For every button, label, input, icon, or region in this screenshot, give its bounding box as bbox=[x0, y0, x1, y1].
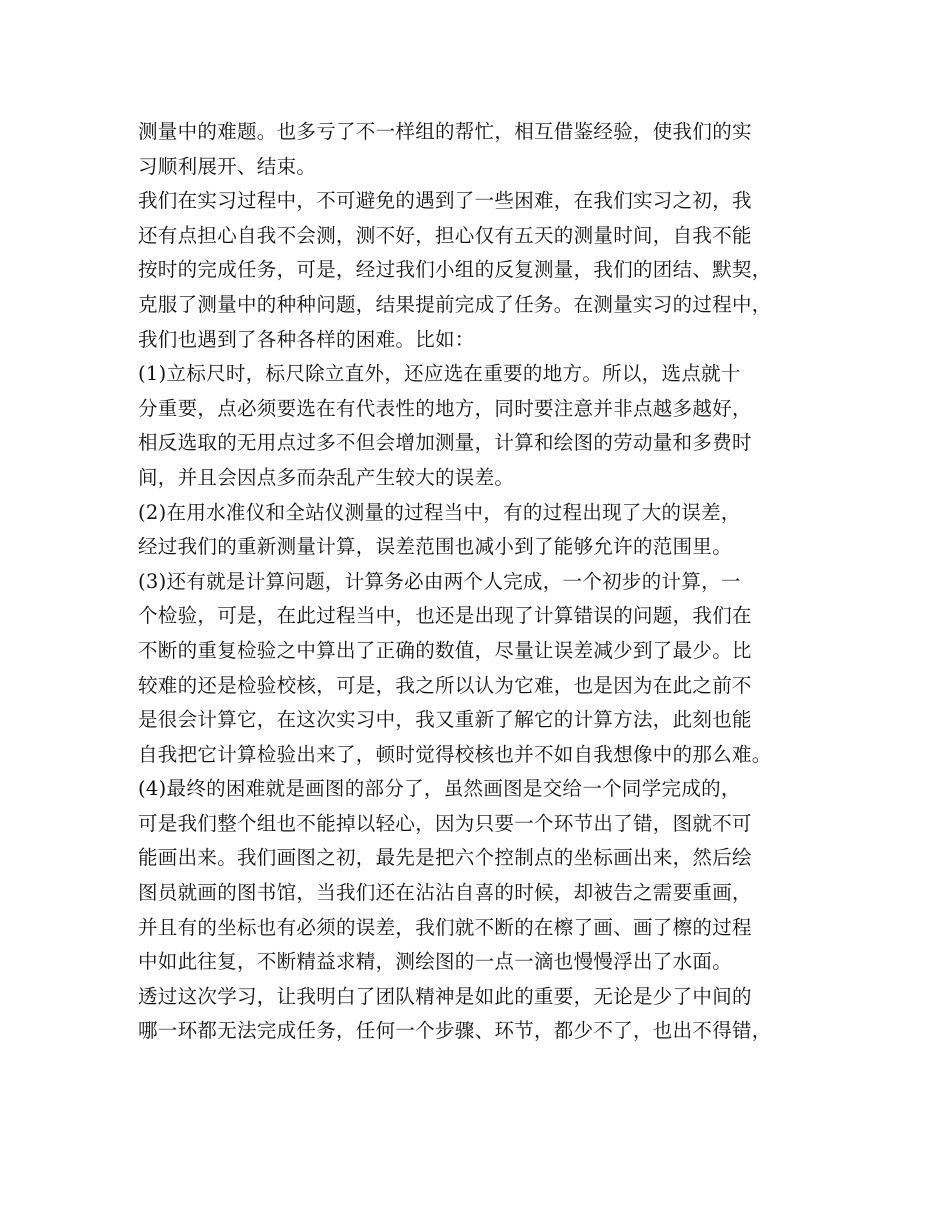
text-line: 是很会计算它，在这次实习中，我又重新了解它的计算方法，此刻也能 bbox=[138, 708, 752, 732]
text-line: 间，并且会因点多而杂乱产生较大的误差。 bbox=[138, 465, 515, 489]
text-line: 我们也遇到了各种各样的困难。比如： bbox=[138, 327, 475, 351]
text-line: (4)最终的困难就是画图的部分了，虽然画图是交给一个同学完成的， bbox=[138, 777, 741, 801]
text-line: (1)立标尺时，标尺除立直外，还应选在重要的地方。所以，选点就十 bbox=[138, 362, 741, 386]
text-line: 不断的重复检验之中算出了正确的数值，尽量让误差减少到了最少。比 bbox=[138, 638, 752, 662]
text-line: 分重要，点必须要选在有代表性的地方，同时要注意并非点越多越好， bbox=[138, 396, 752, 420]
text-line: 我们在实习过程中，不可避免的遇到了一些困难，在我们实习之初，我 bbox=[138, 189, 752, 213]
text-line: 个检验，可是，在此过程当中，也还是出现了计算错误的问题，我们在 bbox=[138, 604, 752, 628]
text-line: 习顺利展开、结束。 bbox=[138, 154, 317, 178]
text-line: 克服了测量中的种种问题，结果提前完成了任务。在测量实习的过程中， bbox=[138, 292, 772, 316]
text-line: 测量中的难题。也多亏了不一样组的帮忙，相互借鉴经验，使我们的实 bbox=[138, 120, 752, 143]
text-line: 可是我们整个组也不能掉以轻心，因为只要一个环节出了错，图就不可 bbox=[138, 811, 752, 835]
text-line: 按时的完成任务，可是，经过我们小组的反复测量，我们的团结、默契， bbox=[138, 258, 772, 282]
text-line: 并且有的坐标也有必须的误差，我们就不断的在檫了画、画了檫的过程 bbox=[138, 915, 752, 939]
text-line: 还有点担心自我不会测，测不好，担心仅有五天的测量时间，自我不能 bbox=[138, 223, 752, 247]
text-line: (3)还有就是计算问题，计算务必由两个人完成，一个初步的计算，一 bbox=[138, 569, 741, 593]
text-line: 中如此往复，不断精益求精，测绘图的一点一滴也慢慢浮出了水面。 bbox=[138, 950, 733, 974]
text-line: 透过这次学习，让我明白了团队精神是如此的重要，无论是少了中间的 bbox=[138, 984, 752, 1008]
body-text bbox=[138, 115, 838, 1049]
text-line: (2)在用水准仪和全站仪测量的过程当中，有的过程出现了大的误差， bbox=[138, 500, 741, 524]
text-line: 较难的还是检验校核，可是，我之所以认为它难，也是因为在此之前不 bbox=[138, 673, 752, 697]
text-line: 图员就画的图书馆，当我们还在沾沾自喜的时候，却被告之需要重画， bbox=[138, 881, 752, 905]
text-line: 经过我们的重新测量计算，误差范围也减小到了能够允许的范围里。 bbox=[138, 535, 733, 559]
text-line: 相反选取的无用点过多不但会增加测量，计算和绘图的劳动量和多费时 bbox=[138, 431, 752, 455]
text-line: 自我把它计算检验出来了，顿时觉得校核也并不如自我想像中的那么难。 bbox=[138, 742, 772, 766]
text-line: 哪一环都无法完成任务，任何一个步骤、环节，都少不了，也出不得错， bbox=[138, 1019, 772, 1043]
text-line: 能画出来。我们画图之初，最先是把六个控制点的坐标画出来，然后绘 bbox=[138, 846, 752, 870]
